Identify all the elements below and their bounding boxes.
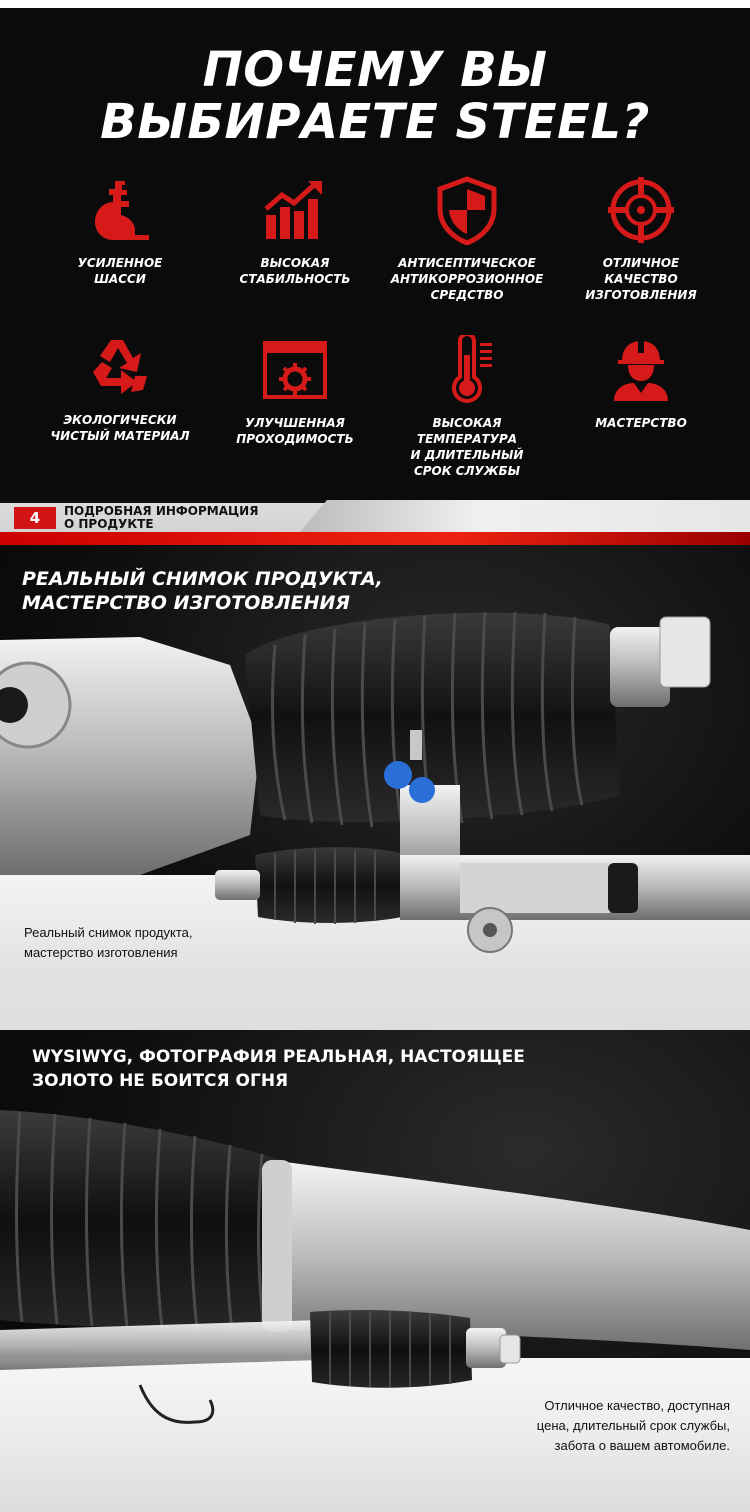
feature-label-3a: АНТИСЕПТИЧЕСКОЕ	[398, 256, 536, 270]
reinforced-chassis-icon	[85, 175, 155, 245]
section-title	[0, 44, 750, 148]
shield-icon	[432, 175, 502, 245]
feature-label-6b: ПРОХОДИМОСТЬ	[236, 432, 354, 446]
top-border	[0, 0, 750, 8]
feature-craftsmanship	[556, 335, 726, 431]
banner-line-2: О ПРОДУКТЕ	[64, 517, 154, 531]
wysiwyg-section	[0, 1030, 750, 1512]
feature-label-4a: ОТЛИЧНОЕ	[602, 256, 680, 270]
banner-title	[64, 505, 294, 531]
gear-window-icon	[260, 335, 330, 405]
feature-label-8a: МАСТЕРСТВО	[595, 416, 687, 430]
section-number-badge: 4	[14, 507, 56, 529]
caption-line-2: мастерство изготовления	[24, 945, 178, 960]
caption-line-1: Отличное качество, доступная	[544, 1398, 730, 1413]
banner-decoration	[300, 500, 750, 532]
heading-line-2: МАСТЕРСТВО ИЗГОТОВЛЕНИЯ	[22, 592, 351, 614]
caption-line-2: цена, длительный срок службы,	[536, 1418, 730, 1433]
feature-reinforced-chassis	[35, 175, 205, 287]
feature-label-2b: СТАБИЛЬНОСТЬ	[239, 272, 351, 286]
feature-label-3c: СРЕДСТВО	[430, 288, 504, 302]
crosshair-icon	[606, 175, 676, 245]
heading-line-1: РЕАЛЬНЫЙ СНИМОК ПРОДУКТА,	[22, 568, 383, 590]
title-line-1: ПОЧЕМУ ВЫ	[202, 42, 548, 98]
section-heading	[22, 567, 522, 615]
banner-red-stripe	[0, 532, 750, 545]
feature-label-4c: ИЗГОТОВЛЕНИЯ	[585, 288, 697, 302]
feature-passability	[210, 335, 380, 447]
feature-label-2a: ВЫСОКАЯ	[260, 256, 330, 270]
section-heading	[32, 1045, 592, 1093]
recycle-icon	[85, 332, 155, 402]
banner-line-1: ПОДРОБНАЯ ИНФОРМАЦИЯ	[64, 504, 259, 518]
feature-label-7b: И ДЛИТЕЛЬНЫЙ	[410, 448, 524, 462]
why-choose-section	[0, 0, 750, 500]
feature-label-7c: СРОК СЛУЖБЫ	[413, 464, 521, 478]
feature-quality	[556, 175, 726, 303]
photo-caption	[24, 923, 284, 963]
feature-anticorrosion	[382, 175, 552, 303]
feature-label-5b: ЧИСТЫЙ МАТЕРИАЛ	[50, 429, 190, 443]
real-photo-section	[0, 545, 750, 1030]
feature-label-4b: КАЧЕСТВО	[604, 272, 678, 286]
feature-label-6a: УЛУЧШЕННАЯ	[245, 416, 345, 430]
heading-line-2: ЗОЛОТО НЕ БОИТСЯ ОГНЯ	[32, 1071, 289, 1091]
caption-line-1: Реальный снимок продукта,	[24, 925, 193, 940]
thermometer-icon	[432, 335, 502, 405]
feature-stability	[210, 175, 380, 287]
feature-label-3b: АНТИКОРРОЗИОННОЕ	[390, 272, 544, 286]
feature-label-1b: ШАССИ	[94, 272, 146, 286]
product-details-banner	[0, 500, 750, 545]
caption-line-3: забота о вашем автомобиле.	[554, 1438, 730, 1453]
feature-eco-material	[35, 332, 205, 444]
rising-bar-chart-icon	[260, 175, 330, 245]
photo-caption	[430, 1396, 730, 1456]
feature-label-5a: ЭКОЛОГИЧЕСКИ	[63, 413, 177, 427]
feature-label-1a: УСИЛЕННОЕ	[77, 256, 163, 270]
title-line-2: ВЫБИРАЕТЕ STEEL?	[100, 94, 650, 150]
feature-label-7a: ВЫСОКАЯ ТЕМПЕРАТУРА	[416, 416, 518, 446]
worker-helmet-icon	[606, 335, 676, 405]
heading-line-1: WYSIWYG, ФОТОГРАФИЯ РЕАЛЬНАЯ, НАСТОЯЩЕЕ	[32, 1047, 525, 1067]
feature-temperature	[382, 335, 552, 479]
